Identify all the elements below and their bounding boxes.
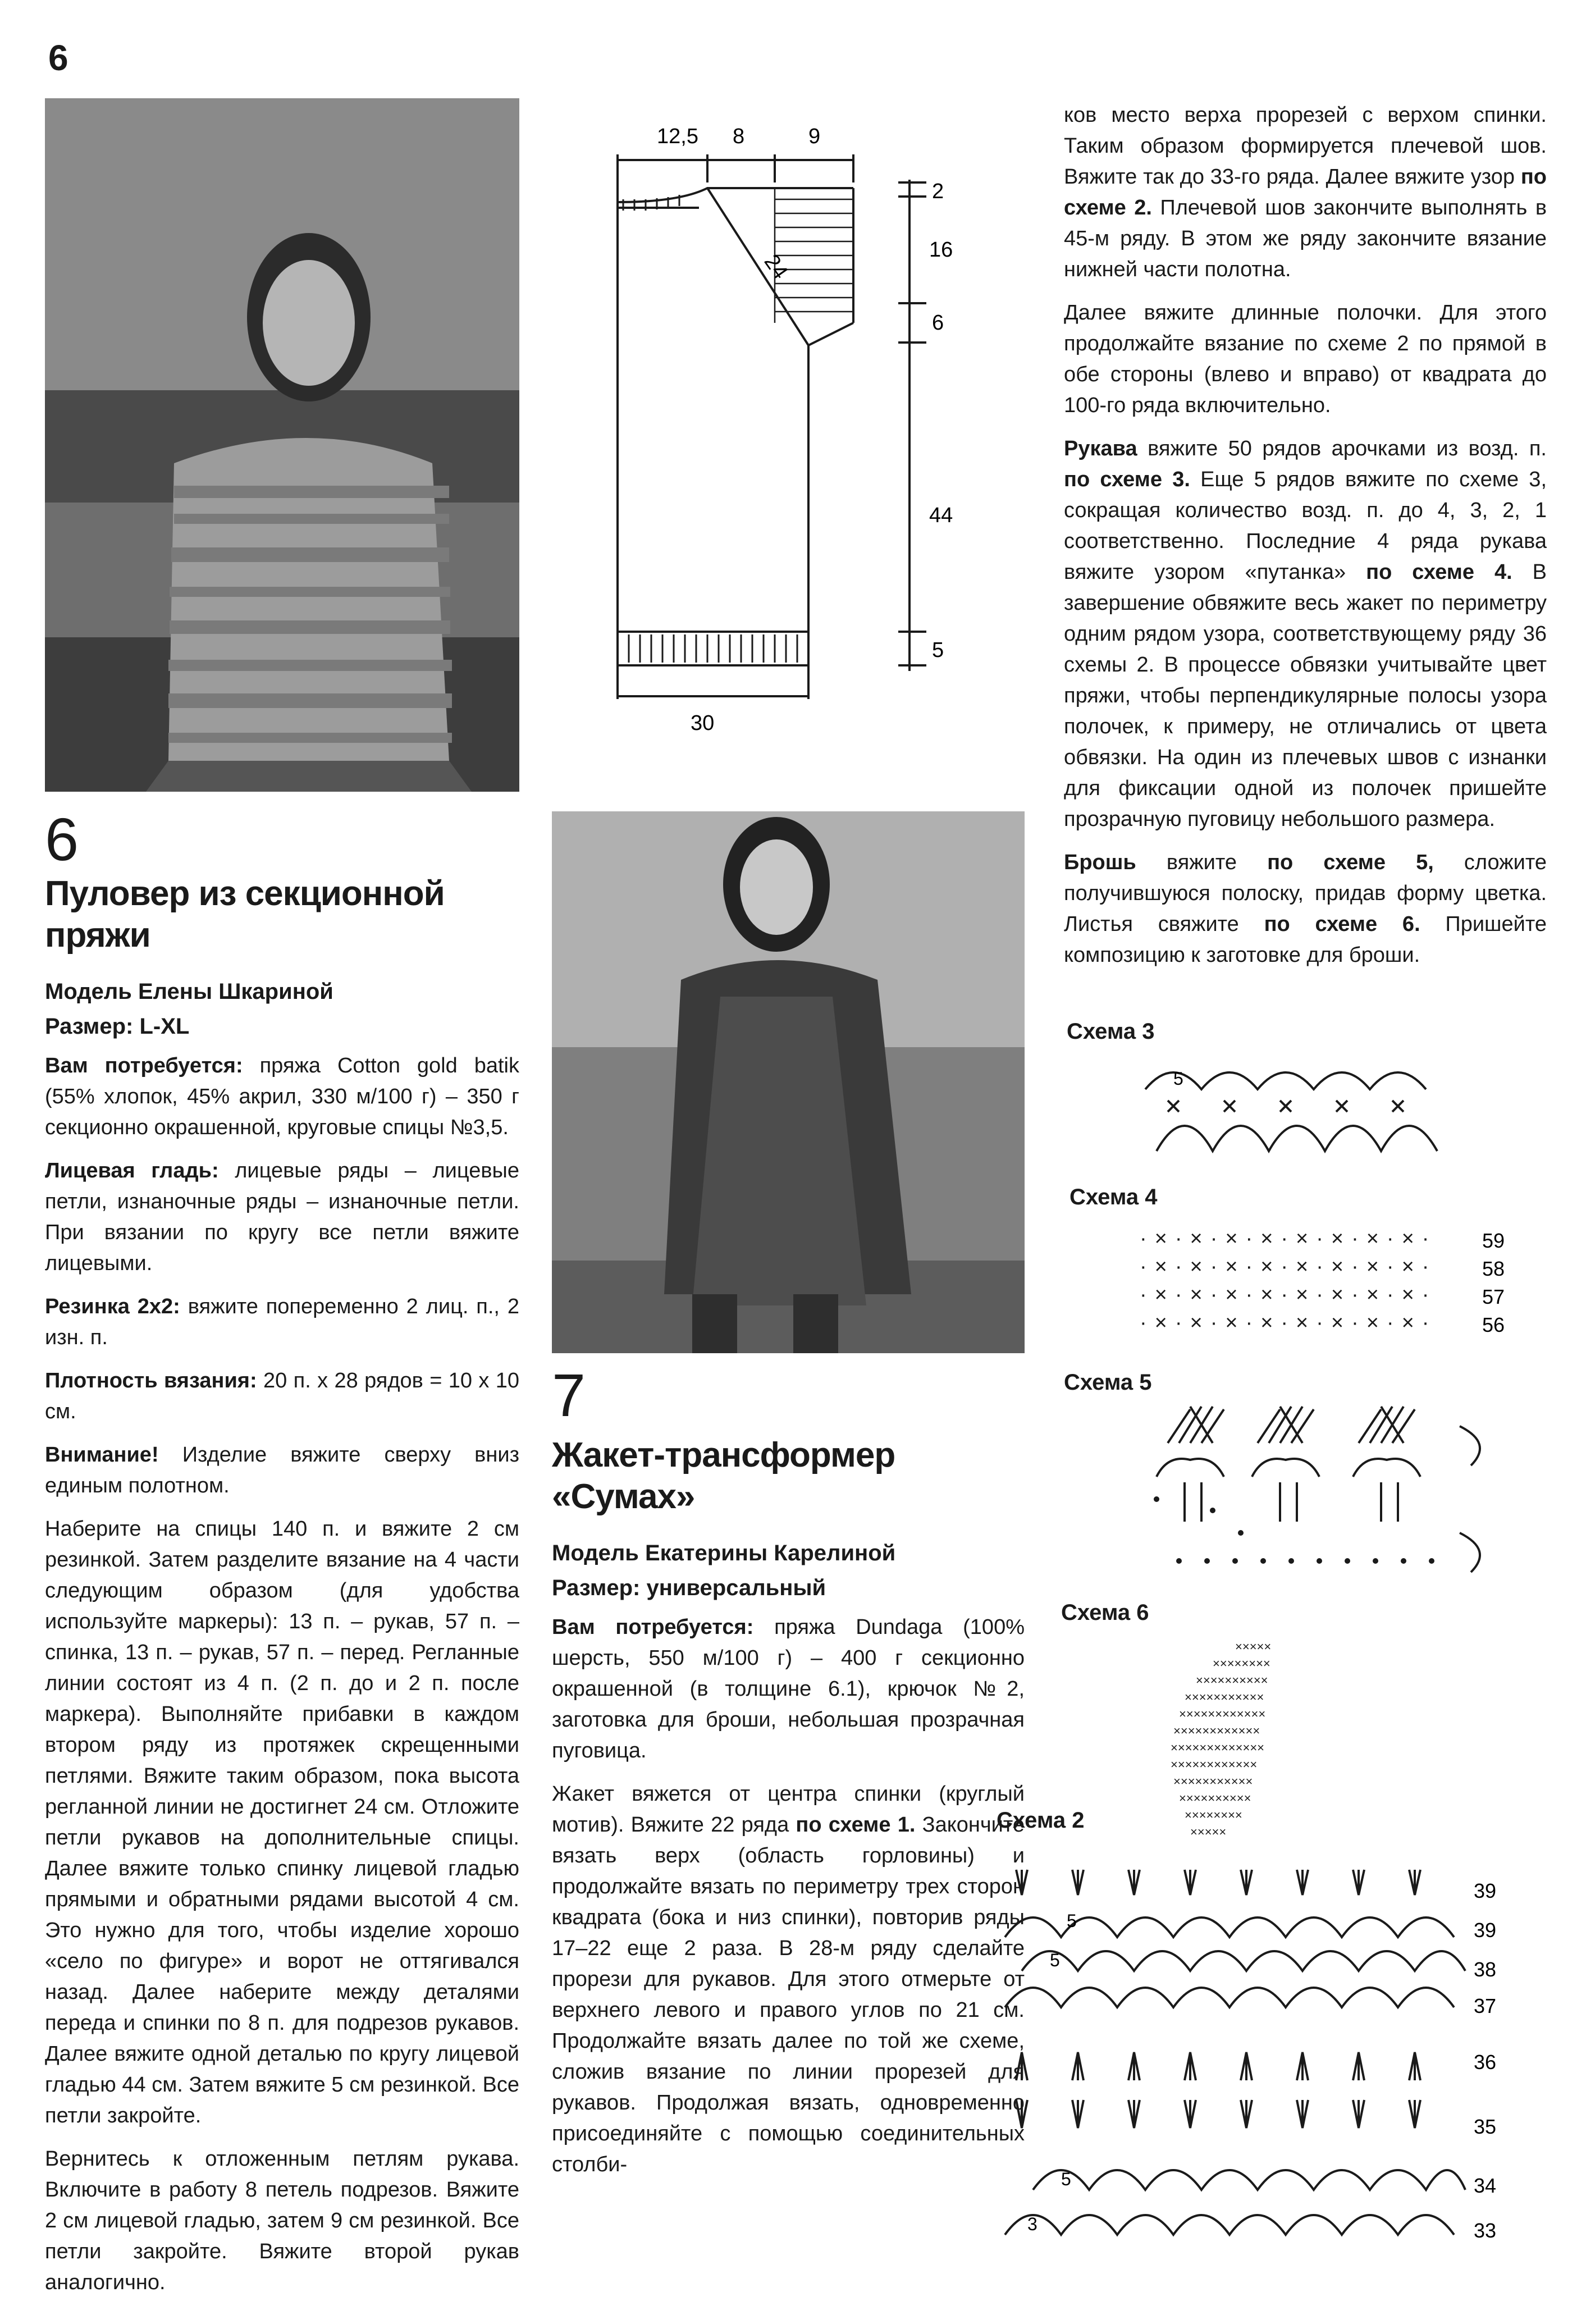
dim-right-4: 44 <box>929 504 953 527</box>
article-6-rib: Резинка 2х2: вяжите попеременно 2 лиц. п., 2 изн. п. <box>45 1295 520 1349</box>
svg-text:·×·×·×·×·×·×·×·×·: ·×·×·×·×·×·×·×·×· <box>1140 1311 1437 1335</box>
scheme-2-row-38: 38 <box>1474 1958 1497 1981</box>
scheme-4-row-57: 57 <box>1482 1285 1505 1308</box>
pullover-schematic <box>595 109 977 738</box>
dim-right-3: 6 <box>932 311 944 335</box>
dim-top-3: 9 <box>808 125 821 148</box>
scheme-2-inner-5-b: 5 <box>1050 1950 1060 1970</box>
article-6-density: Плотность вязания: 20 п. х 28 рядов = 10 х 10 см. <box>45 1369 519 1423</box>
article-7-model: Модель Екатерины Карелиной <box>552 1541 896 1565</box>
svg-text:·×·×·×·×·×·×·×·×·: ·×·×·×·×·×·×·×·×· <box>1140 1227 1437 1250</box>
col3-p4: Брошь вяжите по схеме 5, сложите получившуюся полоску, придав форму цветка. Листья свяжите по схеме 6. Пришейте композицию к заготовке для броши. <box>1064 851 1547 967</box>
scheme-2-row-39b: 39 <box>1474 1919 1497 1942</box>
scheme-2-row-39a: 39 <box>1474 1879 1497 1902</box>
col3-p3: Рукава вяжите 50 рядов арочками из возд. п. по схеме 3. Еще 5 рядов вяжите по схеме 3, сокращая количество возд. п. до 4, 3, 2, 1 соответственно. Последние 4 ряда рукава вяжите узором «путанка» по схеме 4. В завершение обвяжите весь жакет по периметру одним рядом узора, соответствующему ряду 36 схемы 2. В процессе обвязки учитывайте цвет пряжи, чтобы перпендикулярные полосы узора полочек, к примеру, не отличались от цвета обвязки. На один из плечевых швов с изнанки для фиксации одной из полочек пришейте прозрачную пуговицу небольшого размера. <box>1064 437 1547 831</box>
scheme-2-row-36: 36 <box>1474 2051 1497 2074</box>
scheme-2-diagram <box>999 1864 1505 2257</box>
dim-right-1: 2 <box>932 180 944 203</box>
article-7-size: Размер: универсальный <box>552 1576 826 1600</box>
scheme-2-row-37: 37 <box>1474 1994 1497 2017</box>
scheme-6-label: Схема 6 <box>1061 1600 1149 1625</box>
column-3-text <box>1064 100 1547 983</box>
scheme-5-label: Схема 5 <box>1064 1370 1152 1395</box>
svg-text:××××××××××××: ×××××××××××× <box>1173 1724 1260 1738</box>
article-6-stitch: Лицевая гладь: лицевые ряды – лицевые петли, изнаночные ряды – изнаночные петли. При вязании по кругу все петли вяжите лицевыми. <box>45 1159 519 1275</box>
article-7-needs: Вам потребуется: пряжа Dundaga (100% шерсть, 550 м/100 г) – 400 г секционно окрашенной (в толщине 6.1), крючок №2, заготовка для броши, небольшая прозрачная пуговица. <box>552 1615 1025 1763</box>
scheme-4-row-56: 56 <box>1482 1313 1505 1336</box>
article-6-title-line1: Пуловер из секционной <box>45 874 445 913</box>
jacket-photo <box>552 811 1025 1353</box>
scheme-2-label: Схема 2 <box>997 1808 1085 1833</box>
article-6-body <box>45 974 519 2311</box>
svg-text:×××××××××××: ××××××××××× <box>1173 1774 1253 1788</box>
dim-diagonal: 24 <box>759 250 793 284</box>
svg-text:×××××: ××××× <box>1235 1640 1272 1654</box>
dim-top-1: 12,5 <box>657 125 698 148</box>
scheme-2-row-34: 34 <box>1474 2174 1497 2197</box>
svg-text:××××××××××: ×××××××××× <box>1196 1673 1268 1687</box>
article-6-needs: Вам потребуется: пряжа Cotton gold batik (55% хлопок, 45% акрил, 330 м/100 г) – 350 г секционно окрашенной, круговые спицы №3,5. <box>45 1054 519 1139</box>
article-7-title-line2: «Сумах» <box>552 1477 695 1516</box>
svg-text:·×·×·×·×·×·×·×·×·: ·×·×·×·×·×·×·×·×· <box>1140 1283 1437 1307</box>
article-7-title-line1: Жакет-трансформер <box>552 1436 895 1474</box>
col3-p1: ков место верха прорезей с верхом спинки. Таким образом формируется плечевой шов. Вяжите так до 33-го ряда. Далее вяжите узор по схеме 2. Плечевой шов закончите выполнять в 45-м ряду. В этом же ряду закончите вязание нижней части полотна. <box>1064 103 1547 281</box>
scheme-5-diagram <box>1145 1398 1538 1583</box>
article-6-sleeve-text: Вернитесь к отложенным петлям рукава. Включите в работу 8 петель подрезов. Вяжите 2 см лицевой гладью, затем 9 см резинкой. Все петли закройте. Вяжите второй рукав аналогично. <box>45 2147 519 2294</box>
article-6-number: 6 <box>45 805 79 873</box>
svg-text:·×·×·×·×·×·×·×·×·: ·×·×·×·×·×·×·×·×· <box>1140 1255 1437 1279</box>
scheme-4-row-58: 58 <box>1482 1257 1505 1280</box>
page-number: 6 <box>48 38 68 78</box>
svg-text:×××××××××××: ××××××××××× <box>1185 1690 1264 1704</box>
dim-top-2: 8 <box>733 125 745 148</box>
scheme-2-row-33: 33 <box>1474 2219 1497 2242</box>
scheme-6-diagram <box>1145 1628 1381 1859</box>
scheme-3-diagram <box>1140 1050 1443 1174</box>
article-7-p1: Жакет вяжется от центра спинки (круглый мотив). Вяжите 22 ряда по схеме 1. Закончите вязать верх (область горловины) и продолжайте вязать по периметру трех сторон квадрата (бока и низ спинки), повторив ряды 17–22 еще 2 раза. В 28-м ряду сделайте прорези для рукавов. Для этого отмерьте от верхнего левого и правого углов по 21 см. Продолжайте вязать далее по той же схеме, сложив вязание по линии прорезей для рукавов. Продолжая вязать, одновременно присоединяйте с помощью соединительных столби- <box>552 1782 1025 2176</box>
article-6-attention: Внимание! Изделие вяжите сверху вниз единым полотном. <box>45 1443 519 1497</box>
scheme-3-label: Схема 3 <box>1067 1019 1155 1044</box>
article-6-main-text: Наберите на спицы 140 п. и вяжите 2 см резинкой. Затем разделите вязание на 4 части следующим образом (для удобства используйте маркеры): 13 п. – рукав, 57 п. – спинка, 13 п. – рукав, 57 п. – перед. Регланные линии состоят из 4 п. (2 п. до и 2 п. после маркера). Выполняйте прибавки в каждом втором ряду из протяжек скрещенными петлями. Вяжите таким образом, пока высота регланной линии не достигнет 24 см. Отложите петли рукавов на дополнительные спицы. Далее вяжите только спинку лицевой гладью прямыми и обратными рядами высотой 4 см. Это нужно для того, чтобы изделие хорошо «село по фигуре» и ворот не оттягивался назад. Далее наберите между деталями переда и спинки по 8 п. для подрезов рукавов. Далее вяжите одной деталью по кругу лицевой гладью 44 см. Затем вяжите 5 см резинкой. Все петли закройте. <box>45 1517 519 2127</box>
article-7-title <box>552 1435 1029 1518</box>
svg-text:×××××: ××××× <box>1190 1825 1227 1839</box>
scheme-2-inner-3: 3 <box>1027 2214 1037 2234</box>
svg-text:××××××××: ×××××××× <box>1213 1656 1270 1670</box>
svg-text:××××××××: ×××××××× <box>1185 1808 1242 1822</box>
article-6-title <box>45 873 522 956</box>
dim-bottom: 30 <box>691 711 715 735</box>
article-7-body <box>552 1536 1025 2193</box>
svg-text:××××××××××: ×××××××××× <box>1179 1791 1251 1805</box>
svg-text:××××××××××××: ×××××××××××× <box>1171 1757 1258 1771</box>
svg-text:××××××××××××: ×××××××××××× <box>1179 1707 1266 1721</box>
scheme-2-row-35: 35 <box>1474 2115 1497 2138</box>
article-6-model: Модель Елены Шкариной <box>45 979 333 1004</box>
article-6-size: Размер: L-XL <box>45 1014 190 1039</box>
scheme-2-inner-5-a: 5 <box>1067 1911 1077 1931</box>
dim-right-5: 5 <box>932 638 944 662</box>
svg-text:×××××××××××××: ××××××××××××× <box>1171 1741 1265 1755</box>
scheme-3-number: 5 <box>1173 1069 1183 1089</box>
article-7-number: 7 <box>552 1361 586 1429</box>
dim-right-2: 16 <box>929 238 953 262</box>
scheme-2-inner-5-c: 5 <box>1061 2169 1071 2189</box>
col3-p2: Далее вяжите длинные полочки. Для этого продолжайте вязание по схеме 2 по прямой в обе стороны (влево и вправо) от квадрата до 100-го ряда включительно. <box>1064 301 1547 417</box>
article-6-title-line2: пряжи <box>45 916 150 955</box>
pullover-photo <box>45 98 519 792</box>
scheme-4-diagram <box>1134 1224 1527 1348</box>
scheme-4-row-59: 59 <box>1482 1229 1505 1252</box>
scheme-4-label: Схема 4 <box>1069 1185 1158 1209</box>
